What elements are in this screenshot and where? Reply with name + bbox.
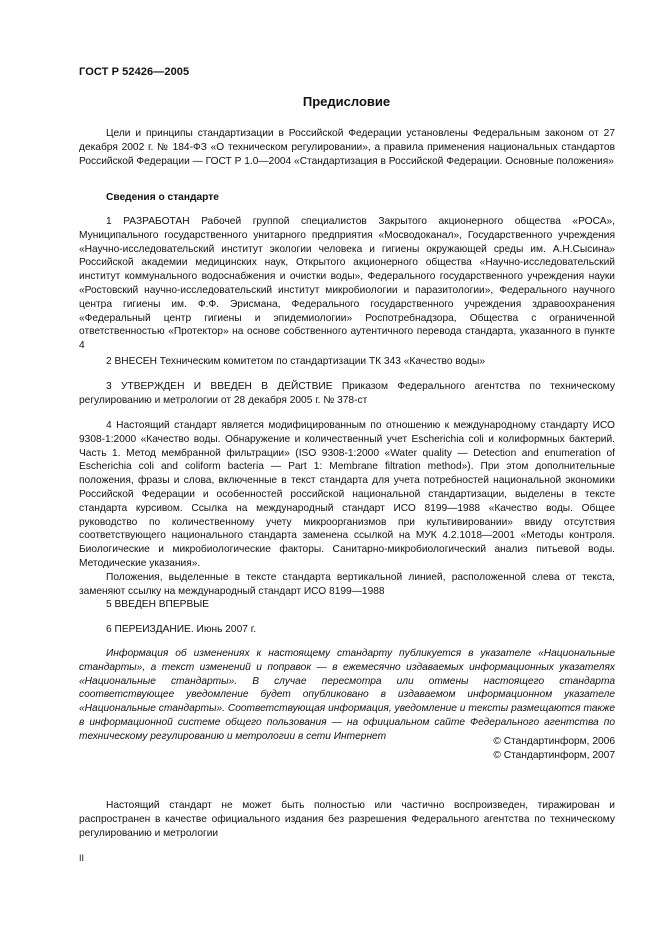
item4-block bbox=[79, 419, 615, 598]
item4-note-paragraph: Положения, выделенные в тексте стандарта вертикальной линией, расположенной слева от текста, заменяют ссылку на международный стандарт ИСО 8199—1988 bbox=[79, 571, 615, 597]
reproduction-notice-paragraph: Настоящий стандарт не может быть полностью или частично воспроизведен, тиражирован и распространен в качестве официального издания без разрешения Федерального агентства по техническому регулированию и метрологии bbox=[79, 800, 615, 839]
item2-paragraph: 2 ВНЕСЕН Техническим комитетом по стандартизации ТК 343 «Качество воды» bbox=[106, 356, 485, 367]
item2-block bbox=[79, 355, 615, 369]
item5-paragraph: 5 ВВЕДЕН ВПЕРВЫЕ bbox=[106, 599, 210, 610]
item1-paragraph: 1 РАЗРАБОТАН Рабочей группой специалистов Закрытого акционерного общества «РОСА», Муниципального государственного унитарного предприятия «Мосводоканал», Государственного учреждения «Научно-исследовательский институт экологии человека и гигиены окружающей среды им. А.Н.Сысина» Российской академии медицинских наук, Открытого акционерного общества «Научно-исследовательский институт коммунального водоснабжения и очистки воды», Федерального государственного учреждения науки «Ростовский научно-исследовательский институт микробиологии и паразитологии», Федерального научного центра гигиены им. Ф.Ф. Эрисмана, Федерального государственного учреждения здравоохранения «Федеральный центр гигиены и эпидемиологии» Роспотребнадзора, Общества с ограниченной ответственностью «Протектор» на основе собственного аутентичного перевода стандарта, указанного в пункте 4 bbox=[79, 216, 615, 352]
reproduction-notice-block bbox=[79, 799, 615, 840]
copyright-line-2: © Стандартинформ, 2007 bbox=[493, 749, 615, 761]
item3-block bbox=[79, 380, 615, 408]
document-code-header: ГОСТ Р 52426—2005 bbox=[79, 66, 190, 78]
item5-block bbox=[79, 598, 615, 612]
intro-paragraph: Цели и принципы стандартизации в Российской Федерации установлены Федеральным законом от 27 декабря 2002 г. № 184-ФЗ «О техническом регулировании», а правила применения национальных стандартов Российской Федерации — ГОСТ Р 1.0—2004 «Стандартизация в Российской Федерации. Основные положения» bbox=[79, 128, 615, 167]
intro-block bbox=[79, 127, 615, 168]
item3-paragraph: 3 УТВЕРЖДЕН И ВВЕДЕН В ДЕЙСТВИЕ Приказом Федерального агентства по техническому регулированию и метрологии от 28 декабря 2005 г. № 378-ст bbox=[79, 381, 615, 406]
item4-paragraph: 4 Настоящий стандарт является модифицированным по отношению к международному стандарту ИСО 9308-1:2000 «Качество воды. Обнаружение и количественный учет Escherichia coli и колиформных бактерий. Часть 1. Метод мембранной фильтрации» (ISO 9308-1:2000 «Water quality — Detection and enumeration of Escherichia coli and coliform bacteria — Part 1: Membrane filtration method»). При этом дополнительные положения, фразы и слова, включенные в текст стандарта для учета потребностей национальной экономики Российской Федерации и особенностей российской национальной стандартизации, выделены в тексте стандарта курсивом. Ссылка на международный стандарт ИСО 8199—1988 «Качество воды. Общее руководство по количественному учету микроорганизмов при культивировании» ввиду отсутствия соответствующего национального стандарта заменена ссылкой на МУК 4.2.1018—2001 «Методы контроля. Биологические и микробиологические факторы. Санитарно-микробиологический анализ питьевой воды. Методические указания». bbox=[79, 420, 615, 569]
copyright-block bbox=[493, 735, 615, 763]
item1-block bbox=[79, 215, 615, 353]
section-heading: Сведения о стандарте bbox=[106, 192, 219, 203]
page-title: Предисловие bbox=[302, 94, 391, 109]
copyright-line-1: © Стандартинформ, 2006 bbox=[493, 736, 615, 747]
item6-paragraph: 6 ПЕРЕИЗДАНИЕ. Июнь 2007 г. bbox=[106, 624, 257, 635]
info-notice-block bbox=[79, 647, 615, 744]
item6-block bbox=[79, 623, 615, 637]
info-notice-paragraph: Информация об изменениях к настоящему стандарту публикуется в указателе «Национальные стандарты», а текст изменений и поправок — в ежемесячно издаваемых информационных указателях «Национальные стандарты». В случае пересмотра или отмены настоящего стандарта соответствующее уведомление будет опубликовано в издаваемом информационном указателе «Национальные стандарты». Соответствующая информация, уведомление и тексты размещаются также в информационной системе общего пользования — на официальном сайте Федерального агентства по техническому регулированию и метрологии в сети Интернет bbox=[79, 648, 615, 742]
page-number: II bbox=[79, 853, 85, 863]
